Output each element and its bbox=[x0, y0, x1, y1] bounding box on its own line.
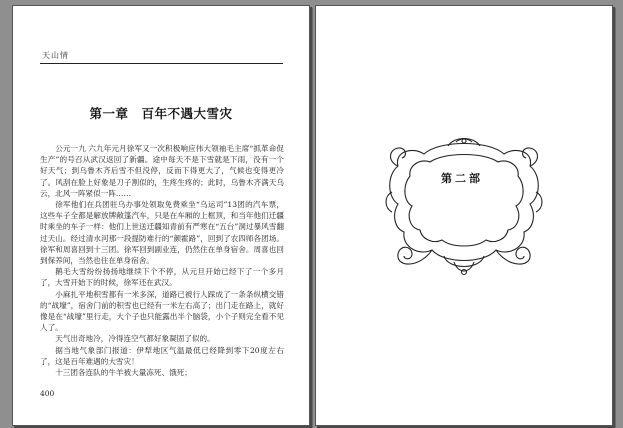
right-page bbox=[315, 5, 613, 426]
chapter-title: 第一章 百年不遇大雪灾 bbox=[89, 106, 233, 121]
page-number: 400 bbox=[40, 389, 55, 398]
paragraph: 鹅毛大雪纷纷扬扬地继续下个不停，从元旦开始已经下了一个多月了，大雪开始下的时候，徐军还在武汉。 bbox=[40, 267, 284, 288]
paragraph: 十三团各连队的牛羊被大量冻死、饿死； bbox=[55, 368, 192, 378]
baroque-cartouche-frame-icon bbox=[384, 132, 544, 278]
paragraph: 天气出奇地冷，冷得连空气都好象凝固了似的。 bbox=[55, 334, 215, 344]
paragraph: 据当地气象部门报道：伊犁地区气温最低已经降到零下20度左右了，这是百年难遇的大雪灾！ bbox=[40, 345, 284, 366]
part-label: 第二部 bbox=[441, 172, 483, 185]
paragraph: 公元一九 六九年元月徐军又一次积极响应伟大领袖毛主席“抓革命促生产”的号召从武汉返回了新疆。途中每天不是下雪就是下雨，没有一个好天气；到乌鲁木齐后雪不但没停，反而下得更大了，气候也变得更冷了。风刮在脸上好象是刀子割似的，生疼生疼的；此时，乌鲁木齐满天乌云，北风一阵紧似一阵…… bbox=[40, 144, 284, 198]
left-page bbox=[12, 5, 310, 426]
paragraph: 徐军他们在兵团驻乌办事处领取免费乘坐“乌运司”13团的汽车票，这些车子全都是解放牌敞篷汽车，只是在车厢的上框顶，和当年他们迁疆时乘坐的车子一样：他们上世送迁疆知青前有严寒在“五台”洞过暴风雪翻过天山。经过清水河那一段提防难行的“颜霍路”，回到了农四师各团场。徐军和周喜回到十三团。徐军回到副业连，仍然住在单身宿舍。周喜也回到保养间，当然也住在单身宿舍。 bbox=[40, 200, 284, 266]
running-head: 天山情 bbox=[42, 51, 69, 60]
header-rule bbox=[40, 63, 283, 64]
body-text bbox=[40, 143, 284, 378]
paragraph: 小麻扎平地积雪都有一米多深，道路已被行人踩成了一条条纵横交错的“战壕”，宿舍门前的积雪也已经有一米左右高了；出门走在路上，就好像是在“战壕”里行走，大个子也只能露出半个脑袋，小个子则完全看不见人了。 bbox=[40, 289, 284, 333]
